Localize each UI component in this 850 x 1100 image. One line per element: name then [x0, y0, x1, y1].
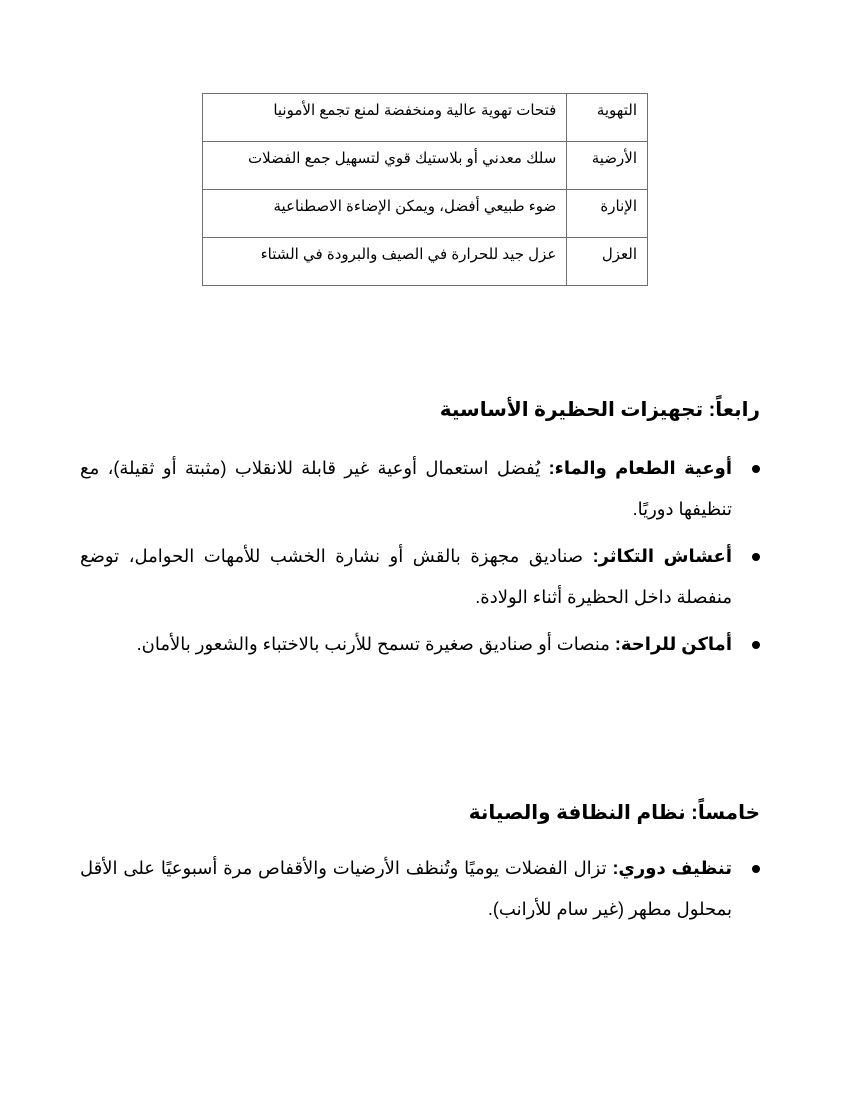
item-text: صناديق مجهزة بالقش أو نشارة الخشب للأمهات الحوامل، توضع منفصلة داخل الحظيرة أثناء الولادة.	[80, 546, 732, 607]
bullet-icon	[752, 553, 760, 561]
list-item	[80, 448, 760, 530]
item-text: يُفضل استعمال أوعية غير قابلة للانقلاب (مثبتة أو ثقيلة)، مع تنظيفها دوريًا.	[80, 458, 732, 519]
item-term: أماكن للراحة:	[614, 634, 732, 654]
cleaning-list	[80, 848, 760, 930]
table-row	[203, 190, 648, 238]
row-label: التهوية	[567, 94, 648, 142]
bullet-icon	[752, 641, 760, 649]
list-item	[80, 848, 760, 930]
section-heading-equipment: رابعاً: تجهيزات الحظيرة الأساسية	[439, 399, 760, 421]
table-row	[203, 94, 648, 142]
row-label: العزل	[567, 238, 648, 286]
list-item	[80, 624, 760, 665]
item-term: أوعية الطعام والماء:	[548, 458, 732, 478]
housing-specs-table	[202, 93, 648, 286]
table-row	[203, 238, 648, 286]
item-term: تنظيف دوري:	[612, 858, 732, 878]
row-description: فتحات تهوية عالية ومنخفضة لمنع تجمع الأمونيا	[203, 94, 567, 142]
row-label: الأرضية	[567, 142, 648, 190]
bullet-icon	[752, 865, 760, 873]
item-term: أعشاش التكاثر:	[592, 546, 732, 566]
row-description: عزل جيد للحرارة في الصيف والبرودة في الشتاء	[203, 238, 567, 286]
item-text: منصات أو صناديق صغيرة تسمح للأرنب بالاختباء والشعور بالأمان.	[136, 634, 615, 654]
table-row	[203, 142, 648, 190]
row-description: سلك معدني أو بلاستيك قوي لتسهيل جمع الفضلات	[203, 142, 567, 190]
row-description: ضوء طبيعي أفضل، ويمكن الإضاءة الاصطناعية	[203, 190, 567, 238]
section-heading-cleaning: خامساً: نظام النظافة والصيانة	[468, 802, 760, 824]
list-item	[80, 536, 760, 618]
row-label: الإنارة	[567, 190, 648, 238]
item-text: تزال الفضلات يوميًا وتُنظف الأرضيات والأقفاص مرة أسبوعيًا على الأقل بمحلول مطهر (غير سام للأرانب).	[80, 858, 732, 919]
bullet-icon	[752, 465, 760, 473]
equipment-list	[80, 448, 760, 665]
